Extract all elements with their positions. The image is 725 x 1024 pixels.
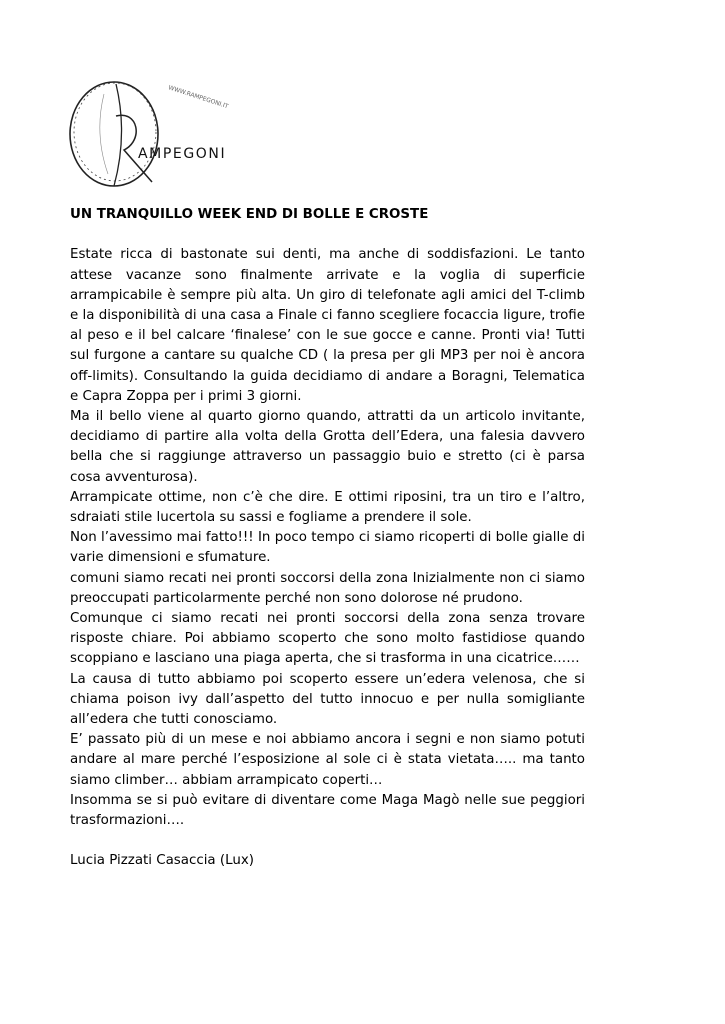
author-signature: Lucia Pizzati Casaccia (Lux) bbox=[70, 853, 254, 869]
article-paragraph: Estate ricca di bastonate sui denti, ma anche di soddisfazioni. Le tanto attese vacanze sono finalmente arrivate e la voglia di superficie arrampicabile è sempre più alta. Un giro di telefonate agli amici del T-climb e la disponibilità di una casa a Finale ci fanno scegliere focaccia ligure, trofie al peso e il bel calcare ‘finalese’ con le sue gocce e canne. Pronti via! Tutti sul furgone a cantare su qualche CD ( la presa per gli MP3 per noi è ancora off-limits). Consultando la guida decidiamo di andare a Boragni, Telematica e Capra Zoppa per i primi 3 giorni. bbox=[70, 247, 585, 404]
article-paragraph: Comunque ci siamo recati nei pronti soccorsi della zona senza trovare risposte chiare. Poi abbiamo scoperto che sono molto fastidiose quando scoppiano e lasciano una piaga aperta, che si trasforma in una cicatrice…… bbox=[70, 611, 585, 667]
rampegoni-logo bbox=[64, 74, 244, 194]
article-paragraph: comuni siamo recati nei pronti soccorsi della zona Inizialmente non ci siamo preoccupati particolarmente perché non sono dolorose né prudono. bbox=[70, 570, 585, 606]
logo-url-text: WWW.RAMPEGONI.IT bbox=[167, 84, 230, 111]
article-paragraph: E’ passato più di un mese e noi abbiamo ancora i segni e non siamo potuti andare al mare perché l’esposizione al sole ci è stata vietata….. ma tanto siamo climber… abbiam arrampicato coperti… bbox=[70, 732, 585, 788]
rampegoni-logo-graphic bbox=[64, 74, 244, 194]
article-title: UN TRANQUILLO WEEK END DI BOLLE E CROSTE bbox=[70, 207, 429, 222]
article bbox=[70, 205, 585, 872]
article-paragraph: Non l’avessimo mai fatto!!! In poco tempo ci siamo ricoperti di bolle gialle di varie dimensioni e sfumature. bbox=[70, 530, 585, 566]
article-paragraph: La causa di tutto abbiamo poi scoperto essere un’edera velenosa, che si chiama poison ivy dall’aspetto del tutto innocuo e per nulla somigliante all’edera che tutti conosciamo. bbox=[70, 671, 585, 728]
article-paragraph: Ma il bello viene al quarto giorno quando, attratti da un articolo invitante, decidiamo di partire alla volta della Grotta dell’Edera, una falesia davvero bella che si raggiunge attraverso un passaggio buio e stretto (ci è parsa cosa avventurosa). bbox=[70, 409, 585, 485]
title-gap bbox=[70, 225, 585, 245]
article-paragraph: Arrampicate ottime, non c’è che dire. E ottimi riposini, tra un tiro e l’altro, sdraiati stile lucertola su sassi e fogliame a prendere il sole. bbox=[70, 489, 585, 526]
logo-wordmark: AMPEGONI bbox=[138, 146, 227, 162]
article-paragraph: Insomma se si può evitare di diventare come Maga Magò nelle sue peggiori trasformazioni…. bbox=[70, 792, 585, 829]
signature-gap bbox=[70, 831, 585, 851]
